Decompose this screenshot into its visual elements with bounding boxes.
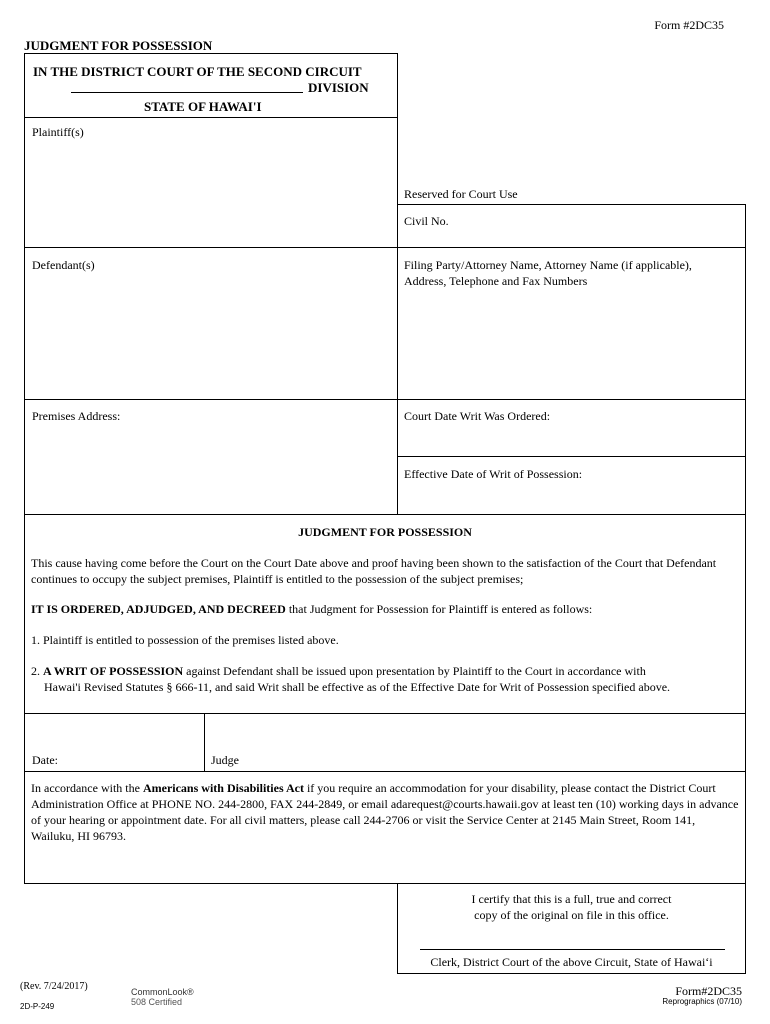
ada-pre: In accordance with the (31, 781, 143, 795)
item2-rest: against Defendant shall be issued upon presentation by Plaintiff to the Court in accordance with (183, 664, 646, 678)
ada-notice-box (24, 771, 746, 884)
reserved-label: Reserved for Court Use (404, 187, 518, 201)
item2-number: 2. (31, 664, 43, 678)
ada-bold: Americans with Disabilities Act (142, 781, 304, 795)
certify-box (397, 883, 746, 974)
judgment-heading: JUDGMENT FOR POSSESSION (298, 525, 472, 539)
ada-post: if you require an accommodation for your disability, please contact the District Court Administration Office at PHONE NO. 244-2800, FAX 244-2849, or email adarequest@courts.hawaii.gov at least ten (10) working days in advance of your hearing or appointment date. For all civil matters, please call 244-2706 or visit the Service Center at 2145 Main Street, Room 141, Wailuku, HI 96793. (31, 781, 739, 843)
certify-line-1: I certify that this is a full, true and correct (471, 892, 672, 906)
date-label: Date: (32, 753, 58, 767)
civil-no-box (397, 204, 746, 248)
plaintiff-box (24, 117, 398, 248)
plaintiff-label: Plaintiff(s) (32, 125, 84, 139)
judge-label: Judge (211, 753, 239, 767)
civil-no-label: Civil No. (404, 214, 449, 228)
ordered-rest: that Judgment for Possession for Plaintiff is entered as follows: (285, 602, 593, 616)
filing-party-label: Filing Party/Attorney Name, Attorney Name (if applicable), Address, Telephone and Fax Numbers (404, 258, 692, 288)
premises-label: Premises Address: (32, 409, 121, 423)
document-title: JUDGMENT FOR POSSESSION (24, 38, 213, 53)
court-date-writ-label: Court Date Writ Was Ordered: (404, 409, 551, 423)
defendant-label: Defendant(s) (32, 258, 95, 272)
order-item-2-line2: Hawai'i Revised Statutes § 666-11, and said Writ shall be effective as of the Effective Date for Writ of Possession specified above. (44, 680, 671, 694)
ada-notice-text (31, 780, 741, 844)
judgment-body-box (24, 514, 746, 714)
order-item-1: 1. Plaintiff is entitled to possession of the premises listed above. (31, 633, 339, 647)
division-blank-line (71, 92, 303, 93)
court-caption-box (24, 53, 398, 117)
judge-box (204, 713, 746, 772)
division-label: DIVISION (308, 80, 369, 95)
certify-line-2: copy of the original on file in this office. (474, 908, 669, 922)
commonlook-logo: CommonLook® (131, 987, 194, 997)
ordered-line (31, 601, 737, 617)
court-date-writ-box (397, 399, 746, 457)
defendant-box (24, 247, 398, 400)
effective-date-label: Effective Date of Writ of Possession: (404, 467, 583, 481)
clerk-signature-line (420, 949, 725, 950)
court-name: IN THE DISTRICT COURT OF THE SECOND CIRCUIT (33, 64, 362, 79)
form-number-bottom: Form#2DC35 (675, 984, 742, 998)
form-number-top: Form #2DC35 (654, 18, 724, 32)
state-label: STATE OF HAWAI'I (144, 99, 262, 114)
revision-label: (Rev. 7/24/2017) (20, 981, 88, 992)
form-code: 2D-P-249 (20, 1002, 55, 1011)
reprographics-label: Reprographics (07/10) (662, 997, 742, 1006)
date-box (24, 713, 205, 772)
clerk-label: Clerk, District Court of the above Circuit, State of Hawai‘i (430, 955, 713, 969)
item2-bold: A WRIT OF POSSESSION (43, 664, 184, 678)
filing-party-box (397, 247, 746, 400)
premises-box (24, 399, 398, 515)
order-item-2 (31, 663, 741, 679)
judgment-paragraph: This cause having come before the Court on the Court Date above and proof having been shown to the satisfaction of the Court that Defendant continues to occupy the subject premises, Plaintiff is entitled to the possession of the subject premises; (31, 556, 717, 586)
certified-508-label: 508 Certified (131, 997, 183, 1007)
effective-date-box (397, 456, 746, 515)
ordered-bold: IT IS ORDERED, ADJUDGED, AND DECREED (31, 602, 286, 616)
